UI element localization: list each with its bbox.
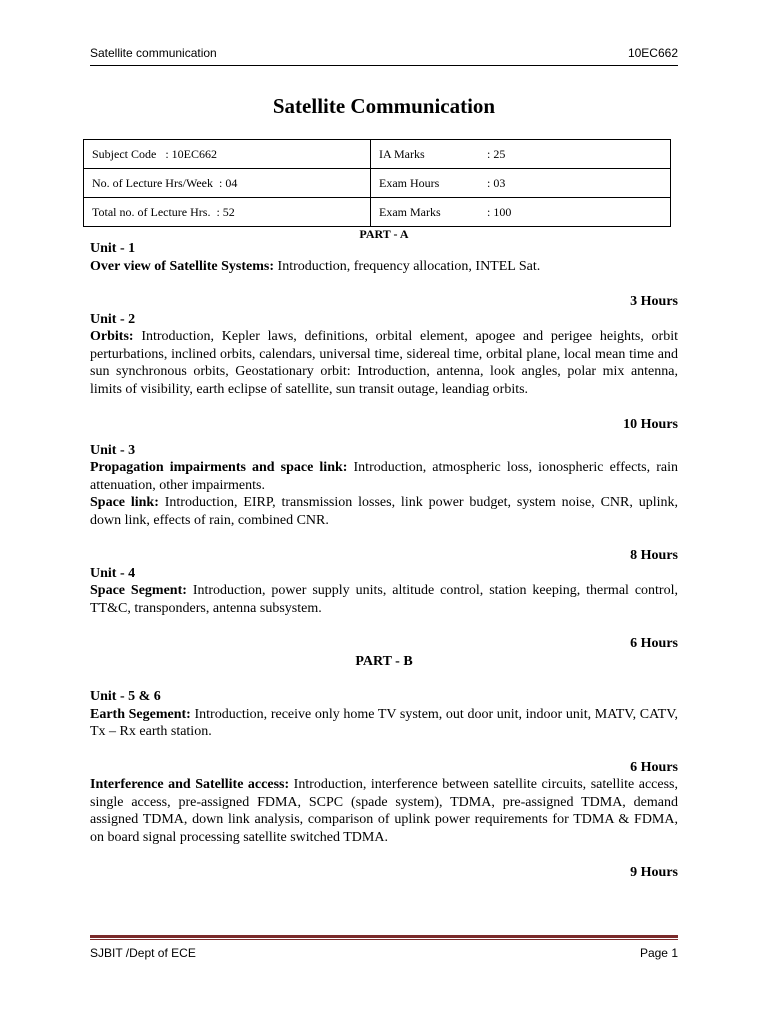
page-header: [90, 46, 678, 60]
footer-rule-thin: [90, 939, 678, 940]
part-b-heading: PART - B: [355, 653, 413, 669]
table-cell: [84, 198, 371, 227]
unit-hours: 8 Hours: [630, 548, 678, 563]
unit-hours: 10 Hours: [623, 417, 678, 432]
cell-value: : 52: [216, 204, 235, 219]
cell-value: : 03: [487, 175, 506, 190]
table-row: [84, 140, 671, 169]
page-footer: [90, 946, 678, 960]
unit-heading: Unit - 3: [90, 442, 136, 458]
header-right: 10EC662: [627, 46, 678, 60]
cell-value: : 25: [487, 146, 506, 161]
cell-label: Exam Hours: [379, 175, 440, 190]
topic-text: Introduction, power supply units, altitude control, station keeping, thermal control, TT&C, transponders, antenna subsystem.: [90, 583, 678, 616]
cell-label: No. of Lecture Hrs/Week: [92, 175, 213, 190]
cell-label: Subject Code: [92, 146, 157, 161]
unit-heading: Unit - 1: [90, 241, 136, 256]
table-cell: [84, 140, 371, 169]
topic-title: Propagation impairments and space link:: [90, 460, 348, 475]
unit-description: [90, 459, 678, 494]
unit-description: [90, 258, 678, 276]
cell-value: : 10EC662: [165, 146, 217, 161]
topic-title: Space link:: [90, 495, 159, 510]
topic-title: Orbits:: [90, 329, 134, 344]
cell-value: : 04: [218, 175, 238, 190]
page-number: Page 1: [639, 946, 678, 960]
cell-label: Total no. of Lecture Hrs.: [92, 204, 211, 219]
table-cell: [371, 140, 671, 169]
topic-title: Space Segment:: [90, 583, 187, 598]
unit-description: [90, 328, 678, 398]
cell-label: IA Marks: [379, 146, 425, 161]
unit-heading: Unit - 2: [90, 311, 136, 327]
table-row: [84, 198, 671, 227]
unit-description: [90, 582, 678, 617]
table-cell: [84, 169, 371, 198]
part-a-heading: PART - A: [359, 227, 409, 241]
unit-hours: 3 Hours: [630, 294, 678, 309]
topic-text: Introduction, atmospheric loss, ionospheric effects, rain attenuation, other impairments.: [90, 460, 678, 493]
table-row: [84, 169, 671, 198]
cell-label: Exam Marks: [379, 204, 441, 219]
table-cell: [371, 198, 671, 227]
unit-heading: Unit - 5 & 6: [90, 689, 161, 704]
topic-title: Over view of Satellite Systems:: [90, 258, 275, 274]
footer-rule: [90, 935, 678, 938]
topic-title: Interference and Satellite access:: [90, 777, 290, 792]
topic-text: Introduction, receive only home TV system, out door unit, indoor unit, MATV, CATV, Tx – Rx earth station.: [90, 706, 679, 739]
cell-value: : 100: [487, 204, 512, 219]
unit-hours: 9 Hours: [630, 865, 678, 880]
header-left: Satellite communication: [90, 46, 217, 60]
topic-text: Introduction, interference between satellite circuits, satellite access, single access, pre-assigned FDMA, SCPC (spade system), TDMA, pre-assigned TDMA, demand assigned TDMA, down link analysis, comparison of uplink power requirements for TDMA & FDMA, on board signal processing satellite switched TDMA.: [90, 777, 679, 845]
syllabus-content: [90, 240, 678, 882]
table-cell: [371, 169, 671, 198]
document-title: Satellite Communication: [272, 94, 496, 118]
topic-text: Introduction, Kepler laws, definitions, orbital element, apogee and perigee heights, orbit perturbations, inclined orbits, calendars, universal time, sidereal time, orbital plane, local mean time and sun synchronous orbits, Geostationary orbit: Introduction, antenna, look angles, polar mix antenna, limits of visibility, earth eclipse of satellite, sun transit outage, leandiag orbits.: [90, 329, 678, 397]
unit-description: [90, 494, 678, 529]
unit-description: [90, 776, 678, 846]
topic-text: Introduction, EIRP, transmission losses, link power budget, system noise, CNR, uplink, down link, effects of rain, combined CNR.: [90, 495, 678, 528]
topic-title: Earth Segement:: [90, 706, 191, 722]
unit-heading: Unit - 4: [90, 565, 136, 581]
unit-hours: 6 Hours: [630, 759, 678, 775]
subject-info-table: [83, 139, 671, 227]
footer-left: SJBIT /Dept of ECE: [90, 946, 196, 960]
unit-hours: 6 Hours: [630, 636, 678, 651]
unit-description: [90, 706, 678, 741]
header-rule: [90, 65, 678, 66]
topic-text: Introduction, frequency allocation, INTEL Sat.: [274, 258, 541, 274]
